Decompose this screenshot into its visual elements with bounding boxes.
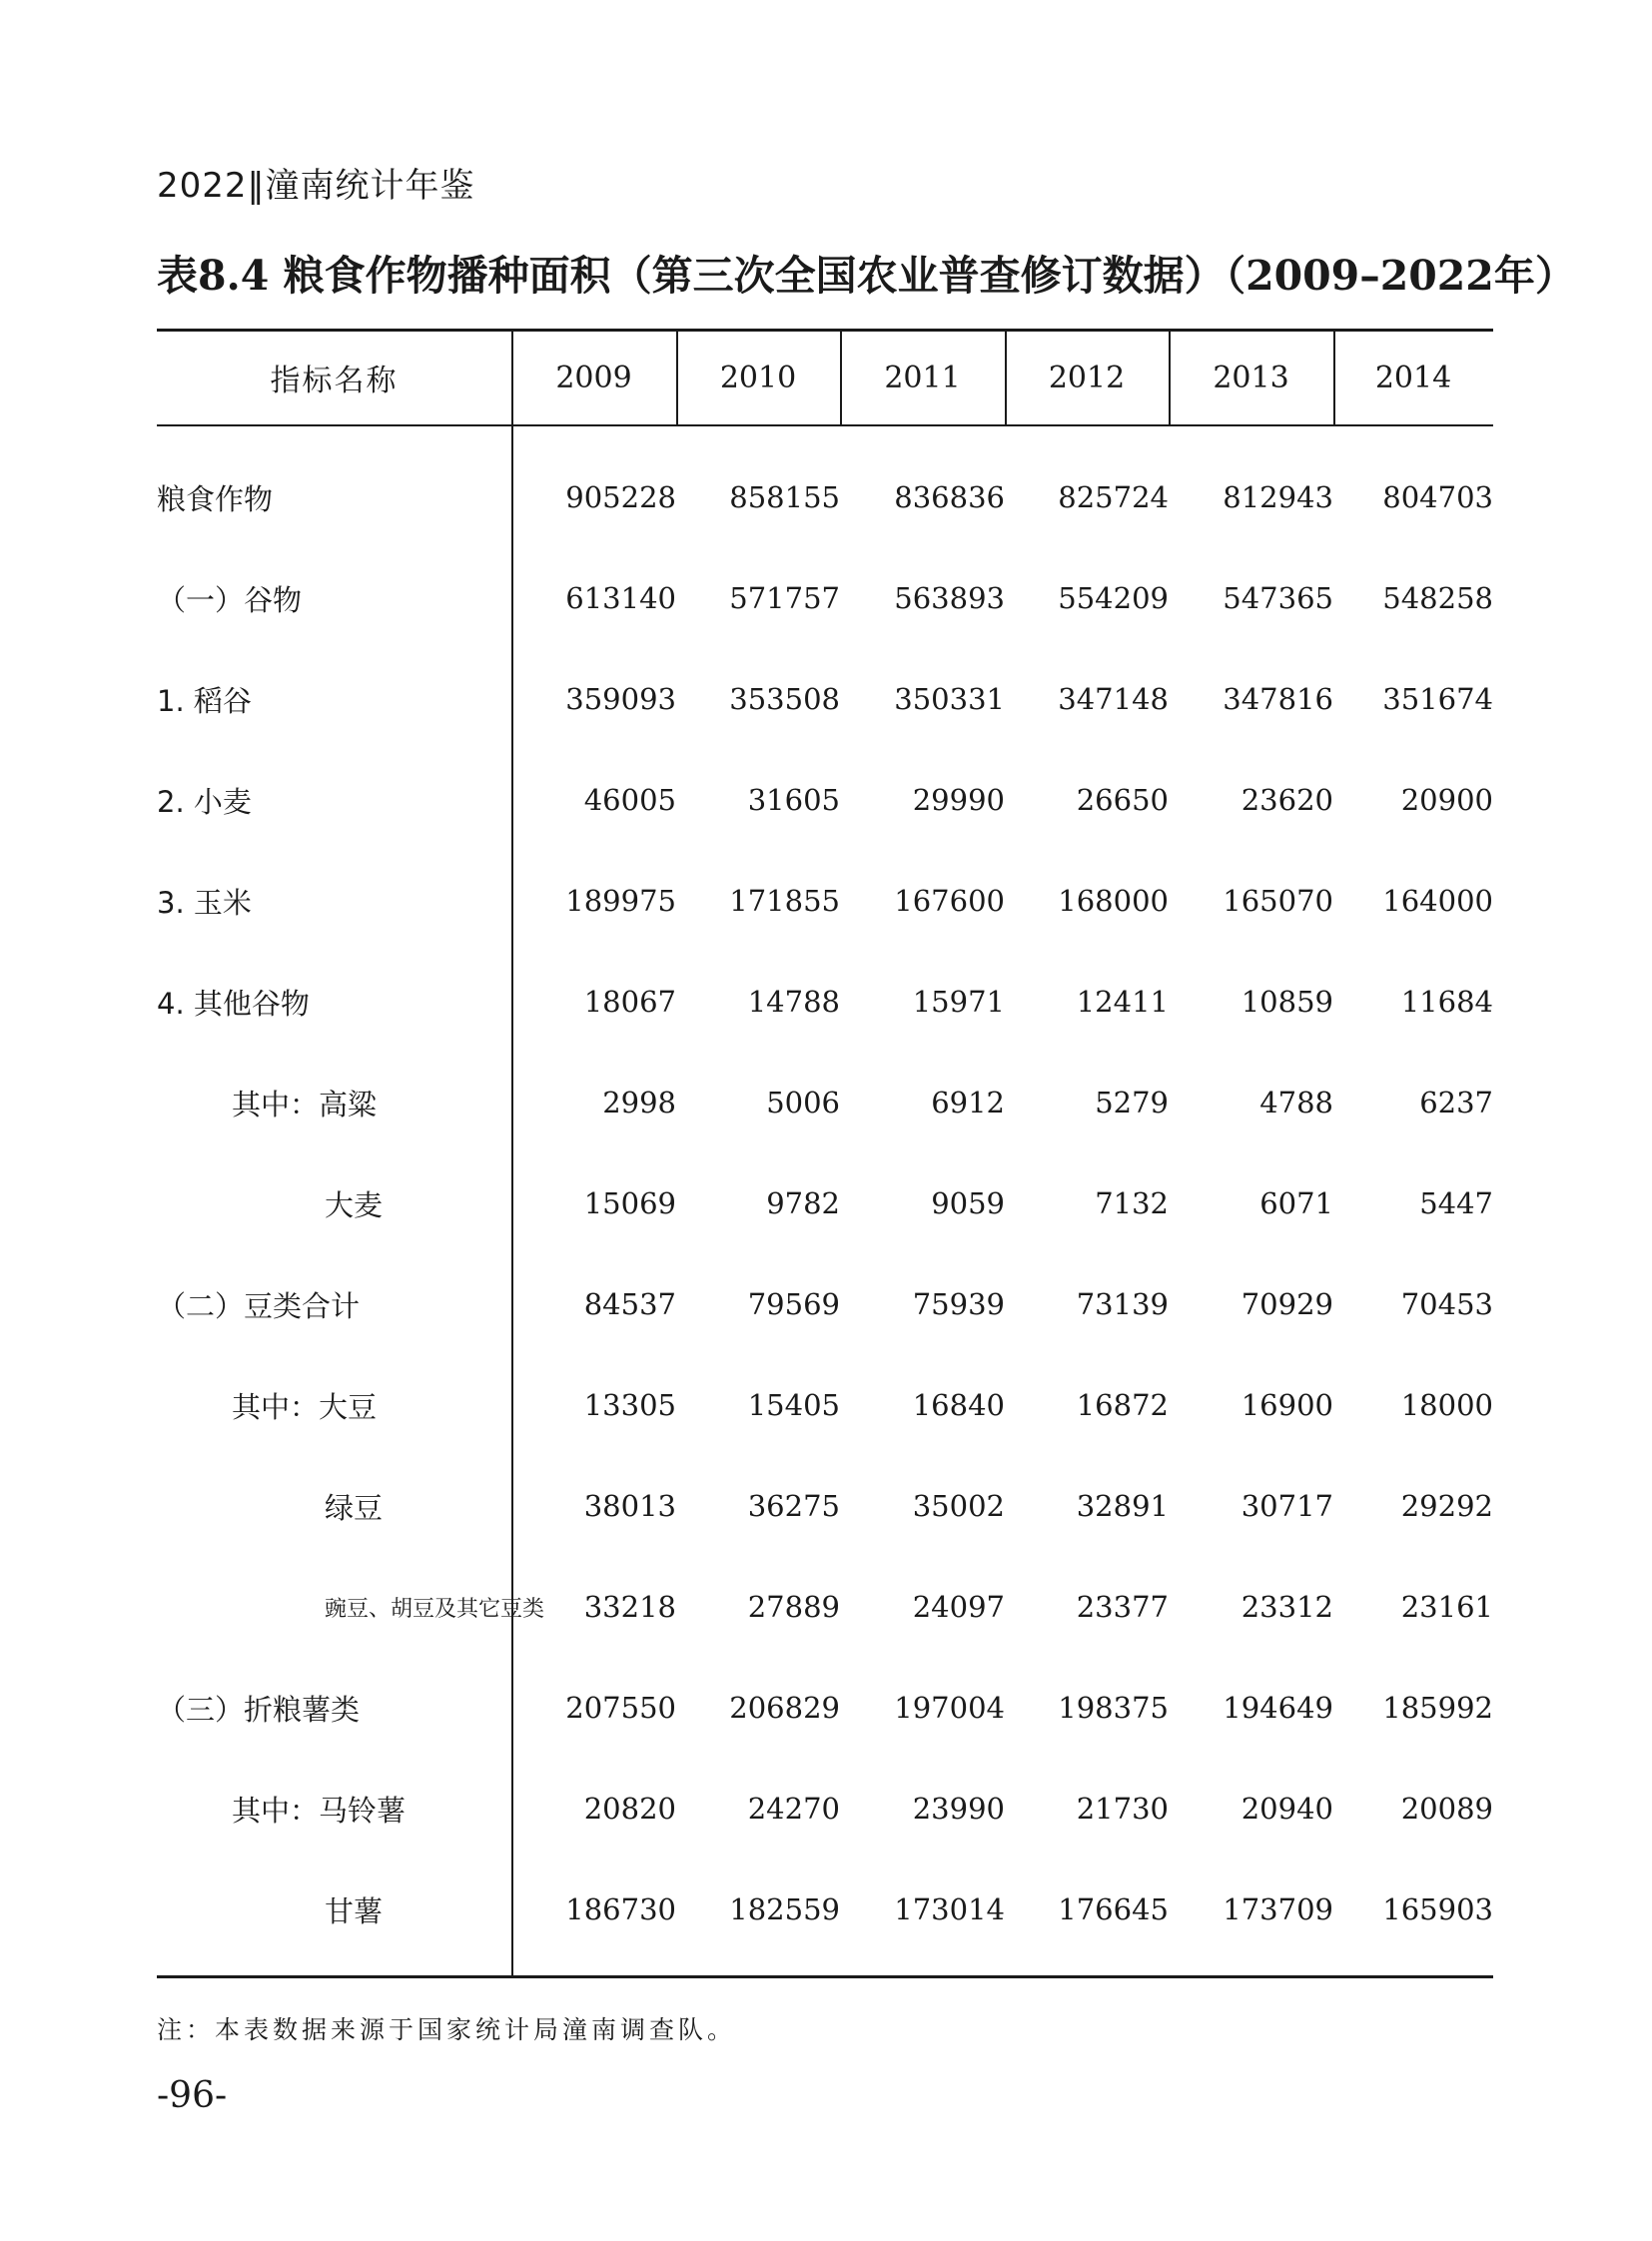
row-value-cell: 18067 bbox=[583, 985, 676, 1019]
row-value-cell: 24270 bbox=[747, 1792, 840, 1826]
row-value-cell: 4788 bbox=[1259, 1086, 1333, 1120]
row-value-cell: 173709 bbox=[1223, 1892, 1333, 1926]
row-value-cell: 186730 bbox=[565, 1892, 676, 1926]
row-value-cell: 21730 bbox=[1076, 1792, 1169, 1826]
row-value-cell: 165070 bbox=[1223, 884, 1333, 918]
row-value-cell: 35002 bbox=[912, 1489, 1005, 1523]
row-value-cell: 36275 bbox=[747, 1489, 840, 1523]
header-year-cell: 2009 bbox=[555, 360, 632, 395]
row-value-cell: 26650 bbox=[1076, 783, 1169, 817]
row-value-cell: 11684 bbox=[1400, 985, 1493, 1019]
table-note: 注：本表数据来源于国家统计局潼南调查队。 bbox=[157, 2015, 737, 2044]
row-label: 其中：马铃薯 bbox=[232, 1793, 407, 1828]
row-value-cell: 14788 bbox=[747, 985, 840, 1019]
row-value-cell: 168000 bbox=[1058, 884, 1169, 918]
row-value-cell: 32891 bbox=[1076, 1489, 1169, 1523]
row-value-cell: 347148 bbox=[1058, 682, 1169, 716]
row-value-cell: 804703 bbox=[1382, 480, 1493, 514]
row-value-cell: 182559 bbox=[729, 1892, 840, 1926]
row-value-cell: 167600 bbox=[894, 884, 1005, 918]
row-value-cell: 15405 bbox=[747, 1388, 840, 1422]
row-label: 豌豆、胡豆及其它豆类 bbox=[325, 1596, 545, 1622]
row-label: （三）折粮薯类 bbox=[157, 1692, 361, 1727]
row-value-cell: 5279 bbox=[1095, 1086, 1169, 1120]
row-value-cell: 548258 bbox=[1382, 581, 1493, 615]
row-value-cell: 23312 bbox=[1240, 1590, 1333, 1624]
row-value-cell: 571757 bbox=[729, 581, 840, 615]
row-value-cell: 20940 bbox=[1240, 1792, 1333, 1826]
table-row bbox=[0, 1173, 1652, 1233]
table-row bbox=[0, 669, 1652, 729]
row-value-cell: 31605 bbox=[747, 783, 840, 817]
row-value-cell: 185992 bbox=[1382, 1691, 1493, 1725]
row-value-cell: 24097 bbox=[912, 1590, 1005, 1624]
row-value-cell: 5006 bbox=[766, 1086, 840, 1120]
row-value-cell: 6912 bbox=[931, 1086, 1005, 1120]
header-divider bbox=[676, 331, 678, 424]
row-value-cell: 198375 bbox=[1058, 1691, 1169, 1725]
row-value-cell: 10859 bbox=[1240, 985, 1333, 1019]
row-value-cell: 16900 bbox=[1240, 1388, 1333, 1422]
row-value-cell: 347816 bbox=[1223, 682, 1333, 716]
table-row bbox=[0, 770, 1652, 830]
row-value-cell: 7132 bbox=[1095, 1186, 1169, 1220]
table-row bbox=[0, 1073, 1652, 1132]
row-value-cell: 2998 bbox=[602, 1086, 676, 1120]
row-value-cell: 171855 bbox=[729, 884, 840, 918]
header-year-cell: 2014 bbox=[1374, 360, 1452, 395]
row-label: 3. 玉米 bbox=[157, 885, 252, 920]
table-row bbox=[0, 1879, 1652, 1939]
row-value-cell: 189975 bbox=[565, 884, 676, 918]
row-value-cell: 194649 bbox=[1223, 1691, 1333, 1725]
header-name-cell: 指标名称 bbox=[270, 364, 399, 398]
row-label: 1. 稻谷 bbox=[157, 683, 252, 718]
row-value-cell: 350331 bbox=[894, 682, 1005, 716]
row-value-cell: 23377 bbox=[1076, 1590, 1169, 1624]
header-year-cell: 2010 bbox=[719, 360, 797, 395]
row-value-cell: 29292 bbox=[1400, 1489, 1493, 1523]
row-value-cell: 20089 bbox=[1400, 1792, 1493, 1826]
row-value-cell: 13305 bbox=[583, 1388, 676, 1422]
header-divider bbox=[840, 331, 842, 424]
row-value-cell: 38013 bbox=[583, 1489, 676, 1523]
row-value-cell: 30717 bbox=[1240, 1489, 1333, 1523]
row-value-cell: 70453 bbox=[1400, 1287, 1493, 1321]
row-value-cell: 6237 bbox=[1419, 1086, 1493, 1120]
row-value-cell: 20820 bbox=[583, 1792, 676, 1826]
table-row bbox=[0, 1577, 1652, 1637]
header-year-cell: 2012 bbox=[1048, 360, 1126, 395]
row-label: 2. 小麦 bbox=[157, 784, 252, 819]
row-value-cell: 6071 bbox=[1259, 1186, 1333, 1220]
row-value-cell: 554209 bbox=[1058, 581, 1169, 615]
row-label: 粮食作物 bbox=[157, 481, 274, 516]
row-label: 其中：大豆 bbox=[232, 1389, 378, 1424]
row-value-cell: 70929 bbox=[1240, 1287, 1333, 1321]
row-value-cell: 351674 bbox=[1382, 682, 1493, 716]
row-value-cell: 836836 bbox=[894, 480, 1005, 514]
row-value-cell: 173014 bbox=[894, 1892, 1005, 1926]
row-value-cell: 18000 bbox=[1400, 1388, 1493, 1422]
row-value-cell: 73139 bbox=[1076, 1287, 1169, 1321]
row-label: （一）谷物 bbox=[157, 582, 303, 617]
row-value-cell: 812943 bbox=[1223, 480, 1333, 514]
table-row bbox=[0, 1678, 1652, 1738]
row-value-cell: 9782 bbox=[766, 1186, 840, 1220]
row-value-cell: 547365 bbox=[1223, 581, 1333, 615]
table-header-rule bbox=[157, 424, 1493, 426]
header-year-cell: 2011 bbox=[884, 360, 961, 395]
row-value-cell: 75939 bbox=[912, 1287, 1005, 1321]
row-value-cell: 79569 bbox=[747, 1287, 840, 1321]
row-label: 绿豆 bbox=[325, 1490, 384, 1525]
table-row bbox=[0, 568, 1652, 628]
row-label: 大麦 bbox=[325, 1187, 384, 1222]
row-label: （二）豆类合计 bbox=[157, 1288, 361, 1323]
table-title: 表8.4 粮食作物播种面积（第三次全国农业普查修订数据）（2009–2022年） bbox=[157, 252, 1576, 300]
row-value-cell: 613140 bbox=[565, 581, 676, 615]
row-value-cell: 563893 bbox=[894, 581, 1005, 615]
header-year-cell: 2013 bbox=[1213, 360, 1289, 395]
table-row bbox=[0, 1274, 1652, 1334]
row-value-cell: 15069 bbox=[583, 1186, 676, 1220]
row-label: 甘薯 bbox=[325, 1893, 384, 1928]
row-value-cell: 165903 bbox=[1382, 1892, 1493, 1926]
row-value-cell: 20900 bbox=[1400, 783, 1493, 817]
table-row bbox=[0, 1375, 1652, 1435]
header-divider bbox=[1333, 331, 1335, 424]
row-value-cell: 359093 bbox=[565, 682, 676, 716]
row-label: 4. 其他谷物 bbox=[157, 986, 310, 1021]
row-value-cell: 16840 bbox=[912, 1388, 1005, 1422]
running-head: 2022‖潼南统计年鉴 bbox=[157, 166, 475, 206]
row-value-cell: 23161 bbox=[1400, 1590, 1493, 1624]
row-value-cell: 176645 bbox=[1058, 1892, 1169, 1926]
row-value-cell: 23990 bbox=[912, 1792, 1005, 1826]
table-bottom-rule bbox=[157, 1975, 1493, 1978]
row-value-cell: 858155 bbox=[729, 480, 840, 514]
row-value-cell: 84537 bbox=[583, 1287, 676, 1321]
row-value-cell: 15971 bbox=[912, 985, 1005, 1019]
row-value-cell: 206829 bbox=[729, 1691, 840, 1725]
row-value-cell: 9059 bbox=[931, 1186, 1005, 1220]
header-divider bbox=[1169, 331, 1171, 424]
table-row bbox=[0, 972, 1652, 1032]
table-row bbox=[0, 1779, 1652, 1839]
row-value-cell: 23620 bbox=[1240, 783, 1333, 817]
row-label: 其中：高粱 bbox=[232, 1087, 378, 1121]
row-value-cell: 27889 bbox=[747, 1590, 840, 1624]
table-row bbox=[0, 467, 1652, 527]
row-value-cell: 16872 bbox=[1076, 1388, 1169, 1422]
table-row bbox=[0, 871, 1652, 931]
row-value-cell: 353508 bbox=[729, 682, 840, 716]
row-value-cell: 46005 bbox=[583, 783, 676, 817]
row-value-cell: 207550 bbox=[565, 1691, 676, 1725]
row-value-cell: 5447 bbox=[1419, 1186, 1493, 1220]
row-value-cell: 164000 bbox=[1382, 884, 1493, 918]
table-row bbox=[0, 1476, 1652, 1536]
row-value-cell: 29990 bbox=[912, 783, 1005, 817]
row-value-cell: 12411 bbox=[1076, 985, 1169, 1019]
row-value-cell: 825724 bbox=[1058, 480, 1169, 514]
page-number: -96- bbox=[157, 2075, 228, 2116]
row-value-cell: 197004 bbox=[894, 1691, 1005, 1725]
header-divider bbox=[1005, 331, 1007, 424]
row-value-cell: 33218 bbox=[583, 1590, 676, 1624]
row-value-cell: 905228 bbox=[565, 480, 676, 514]
